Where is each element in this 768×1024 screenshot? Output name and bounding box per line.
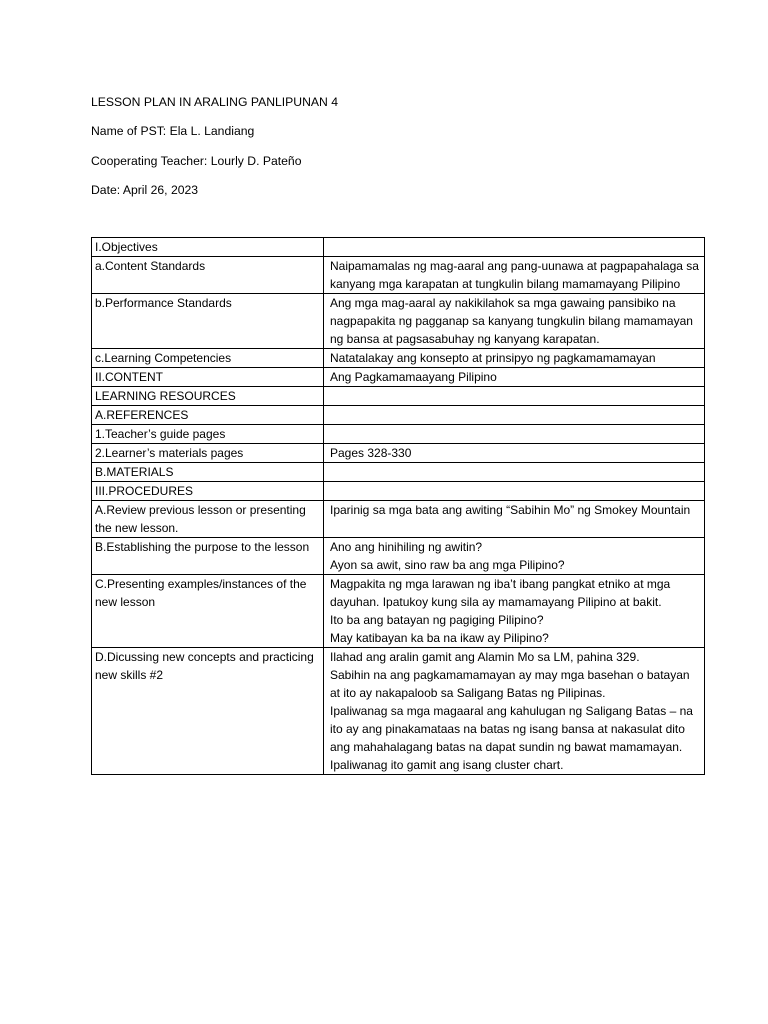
row-value: Ilahad ang aralin gamit ang Alamin Mo sa LM, pahina 329. Sabihin na ang pagkamamamayan ay may mga basehan o batayan at ito ay nakapaloob sa Saligang Batas ng Pilipinas. Ipaliwanag sa mga magaaral ang kahulugan ng Saligang Batas – na ito ay ang pinakamataas na batas ng isang bansa at nakasulat dito ang mahahalagang batas na dapat sundin ng bawat mamamayan. Ipaliwanag ito gamit ang isang cluster chart.	[324, 648, 705, 775]
row-label: b.Performance Standards	[92, 294, 324, 349]
table-row	[92, 406, 705, 425]
row-label: B.MATERIALS	[92, 463, 324, 482]
cooperating-teacher: Cooperating Teacher: Lourly D. Pateño	[91, 154, 302, 168]
row-value: Ang mga mag-aaral ay nakikilahok sa mga gawaing pansibiko na nagpapakita ng pagganap sa kanyang tungkulin bilang mamamayan ng bansa at pagsasabuhay ng kanyang karapatan.	[324, 294, 705, 349]
row-label: II.CONTENT	[92, 368, 324, 387]
row-value: Naipamamalas ng mag-aaral ang pang-uunawa at pagpapahalaga sa kanyang mga karapatan at tungkulin bilang mamamayang Pilipino	[324, 257, 705, 294]
row-label: LEARNING RESOURCES	[92, 387, 324, 406]
row-value: Iparinig sa mga bata ang awiting “Sabihin Mo” ng Smokey Mountain	[324, 501, 705, 538]
row-label: A.REFERENCES	[92, 406, 324, 425]
row-value: Ano ang hinihiling ng awitin? Ayon sa awit, sino raw ba ang mga Pilipino?	[324, 538, 705, 575]
table-row	[92, 238, 705, 257]
table-row	[92, 368, 705, 387]
row-label: 1.Teacher’s guide pages	[92, 425, 324, 444]
row-value: Natatalakay ang konsepto at prinsipyo ng pagkamamamayan	[324, 349, 705, 368]
table-row	[92, 648, 705, 775]
table-row	[92, 257, 705, 294]
row-value	[324, 387, 705, 406]
row-label: C.Presenting examples/instances of the new lesson	[92, 575, 324, 648]
row-label: III.PROCEDURES	[92, 482, 324, 501]
row-value: Magpakita ng mga larawan ng iba’t ibang pangkat etniko at mga dayuhan. Ipatukoy kung sila ay mamamayang Pilipino at bakit. Ito ba ang batayan ng pagiging Pilipino? May katibayan ka ba na ikaw ay Pilipino?	[324, 575, 705, 648]
table-row	[92, 294, 705, 349]
lesson-plan-title: LESSON PLAN IN ARALING PANLIPUNAN 4	[91, 95, 338, 109]
row-label: I.Objectives	[92, 238, 324, 257]
table-row	[92, 575, 705, 648]
table-row	[92, 444, 705, 463]
lesson-plan-table	[91, 237, 705, 775]
table-row	[92, 349, 705, 368]
table-row	[92, 482, 705, 501]
table-row	[92, 501, 705, 538]
row-value	[324, 425, 705, 444]
row-value: Ang Pagkamamaayang Pilipino	[324, 368, 705, 387]
row-value	[324, 238, 705, 257]
row-value	[324, 406, 705, 425]
row-label: c.Learning Competencies	[92, 349, 324, 368]
row-value	[324, 482, 705, 501]
table-row	[92, 538, 705, 575]
table-row	[92, 387, 705, 406]
row-label: a.Content Standards	[92, 257, 324, 294]
pst-name: Name of PST: Ela L. Landiang	[91, 124, 255, 138]
row-label: B.Establishing the purpose to the lesson	[92, 538, 324, 575]
lesson-date: Date: April 26, 2023	[91, 183, 199, 197]
row-label: D.Dicussing new concepts and practicing new skills #2	[92, 648, 324, 775]
row-value	[324, 463, 705, 482]
row-label: A.Review previous lesson or presenting the new lesson.	[92, 501, 324, 538]
table-row	[92, 425, 705, 444]
table-row	[92, 463, 705, 482]
row-label: 2.Learner’s materials pages	[92, 444, 324, 463]
row-value: Pages 328-330	[324, 444, 705, 463]
